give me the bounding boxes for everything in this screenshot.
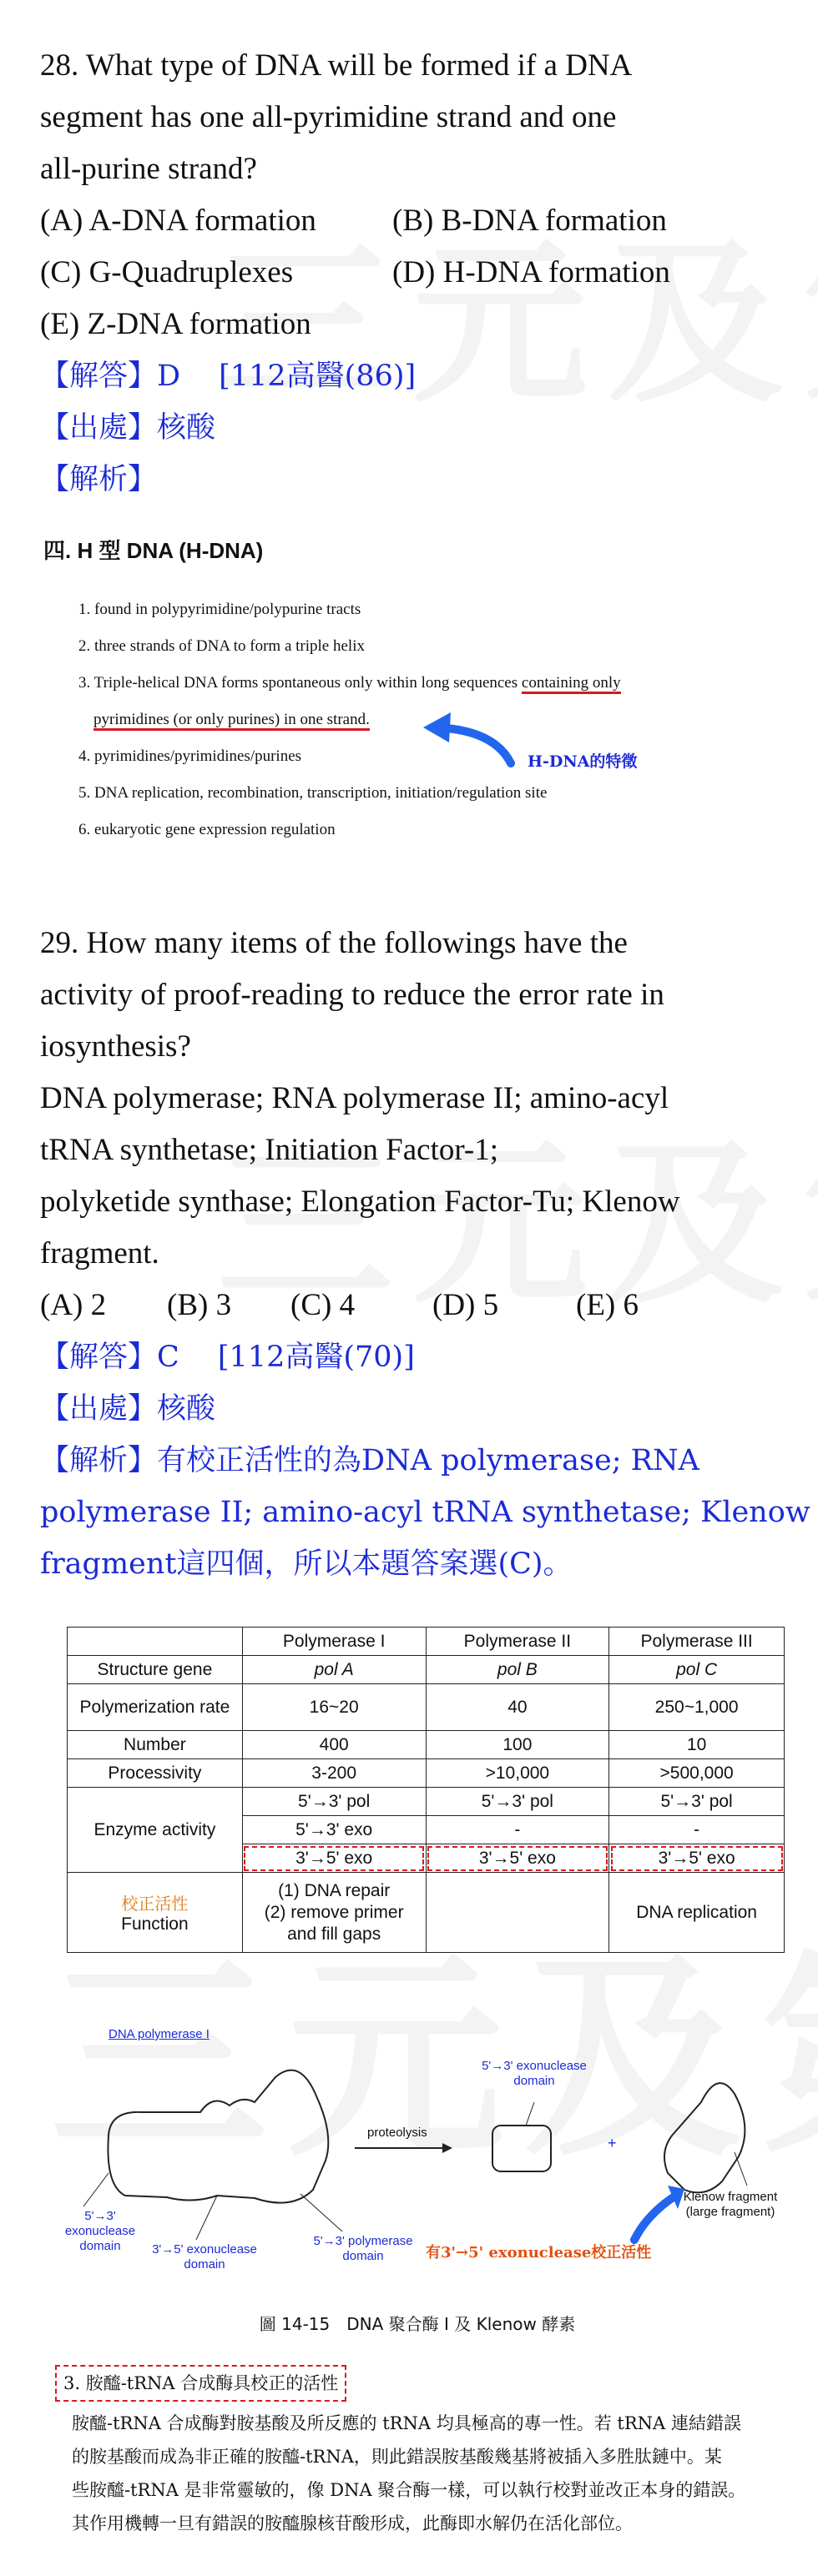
table-header: Polymerase III: [609, 1628, 785, 1656]
klenow-figure: [50, 2019, 785, 2334]
exo53-domain-label: 5'→3' exonuclease domain: [482, 2059, 587, 2088]
table-cell: 40: [426, 1684, 609, 1731]
question-text: activity of proof-reading to reduce the error rate in: [40, 978, 664, 1012]
table-cell: [426, 1873, 609, 1953]
analysis-line: polymerase II; amino-acyl tRNA synthetase; Klenow: [40, 1496, 810, 1529]
table-row: [68, 1759, 785, 1788]
list-item: 1. found in polypyrimidine/polypurine tracts: [78, 601, 361, 618]
table-cell: [242, 1873, 426, 1953]
function-label: Function: [121, 1914, 189, 1934]
options-row: [40, 195, 791, 247]
pol53-label: 5'→3' polymerase domain: [313, 2234, 413, 2263]
section-heading: 3. 胺醯-tRNA 合成酶具校正的活性: [55, 2365, 346, 2402]
list-item: 5. DNA replication, recombination, transcription, initiation/regulation site: [78, 784, 548, 802]
cell-line: (1) DNA repair: [278, 1880, 391, 1900]
row-label: Polymerization rate: [68, 1684, 243, 1731]
option-b: (B) B-DNA formation: [392, 204, 667, 238]
function-note: 校正活性: [121, 1894, 189, 1914]
underlined-text: containing only: [522, 674, 621, 694]
table-cell: 3'→5' exo: [242, 1844, 426, 1873]
proteolysis-label: proteolysis: [367, 2126, 427, 2140]
question-text: 29. How many items of the followings have the: [40, 926, 628, 960]
table-cell: 3'→5' exo: [609, 1844, 785, 1873]
list-item-text: 3. Triple-helical DNA forms spontaneous only within long sequences: [78, 674, 522, 692]
paragraph-line: 的胺基酸而成為非正確的胺醯-tRNA，則此錯誤胺基酸幾基將被插入多胜肽鏈中。某: [72, 2447, 722, 2467]
table-cell: 100: [426, 1731, 609, 1759]
analysis-line: fragment這四個，所以本題答案選(C)。: [40, 1547, 573, 1581]
cell-line: and fill gaps: [287, 1924, 381, 1944]
option-c: (C) G-Quadruplexes: [40, 255, 294, 289]
arrow-icon: [43, 534, 795, 851]
table-cell: 400: [242, 1731, 426, 1759]
table-cell: pol A: [242, 1656, 426, 1684]
table-cell: -: [426, 1816, 609, 1844]
table-cell: 5'→3' pol: [242, 1788, 426, 1816]
options-row: [40, 1280, 791, 1331]
option-d: (D) H-DNA formation: [392, 255, 670, 289]
question-28: [40, 40, 791, 506]
answer-line: 【解答】D [112高醫(86)]: [40, 360, 417, 393]
options-row: [40, 247, 791, 299]
klenow-label: Klenow fragment (large fragment): [683, 2190, 778, 2219]
h-dna-note: H-DNA的特徵: [528, 752, 638, 771]
option-a: (A) 2: [40, 1288, 107, 1322]
answer-line: 【解答】C [112高醫(70)]: [40, 1341, 415, 1374]
option-d: (D) 5: [432, 1288, 499, 1322]
table-cell: >500,000: [609, 1759, 785, 1788]
proofreading-note: 有3'→5' exonuclease校正活性: [426, 2244, 652, 2262]
list-item: 4. pyrimidines/pyrimidines/purines: [78, 747, 302, 765]
list-item: 2. three strands of DNA to form a triple helix: [78, 637, 365, 655]
row-label: Processivity: [68, 1759, 243, 1788]
section-3: [55, 2365, 790, 2540]
table-cell: 16~20: [242, 1684, 426, 1731]
table-header: Polymerase II: [426, 1628, 609, 1656]
question-text: segment has one all-pyrimidine strand and one: [40, 100, 617, 134]
analysis-line: 【解析】: [40, 463, 158, 496]
table-cell: >10,000: [426, 1759, 609, 1788]
question-text: 28. What type of DNA will be formed if a DNA: [40, 48, 633, 83]
source-line: 【出處】核酸: [40, 411, 216, 445]
plus-sign: +: [608, 2135, 617, 2151]
question-text: tRNA synthetase; Initiation Factor-1;: [40, 1133, 499, 1167]
question-text: DNA polymerase; RNA polymerase II; amino-acyl: [40, 1081, 669, 1115]
option-a: (A) A-DNA formation: [40, 204, 316, 238]
analysis-line: 【解析】有校正活性的為DNA polymerase; RNA: [40, 1444, 699, 1477]
underlined-text: pyrimidines (or only purines) in one strand.: [93, 711, 370, 731]
table-cell: 250~1,000: [609, 1684, 785, 1731]
table-cell: pol B: [426, 1656, 609, 1684]
table-cell: 5'→3' pol: [426, 1788, 609, 1816]
polymerase-table: [67, 1627, 785, 1953]
question-text: iosynthesis?: [40, 1029, 191, 1064]
table-row: [68, 1731, 785, 1759]
option-e: (E) 6: [576, 1288, 639, 1322]
list-item: 6. eukaryotic gene expression regulation: [78, 821, 336, 838]
table-header-row: [68, 1628, 785, 1656]
pol1-label: DNA polymerase I: [109, 2027, 210, 2041]
h-dna-figure: [43, 534, 795, 851]
section-paragraph: [55, 2407, 790, 2540]
question-text: fragment.: [40, 1236, 159, 1270]
row-label: Enzyme activity: [68, 1788, 243, 1873]
table-row: [68, 1684, 785, 1731]
figure-caption: 圖 14-15 DNA 聚合酶 I 及 Klenow 酵素: [259, 2314, 576, 2334]
table-header: [68, 1628, 243, 1656]
table: [67, 1627, 785, 1953]
exo35-label: 3'→5' exonuclease domain: [152, 2242, 257, 2272]
paragraph-line: 些胺醯-tRNA 是非常靈敏的，像 DNA 聚合酶一樣，可以執行校對並改正本身的錯誤。: [72, 2480, 746, 2500]
option-c: (C) 4: [290, 1288, 356, 1322]
source-line: 【出處】核酸: [40, 1392, 216, 1426]
option-e: (E) Z-DNA formation: [40, 307, 311, 341]
table-cell: 3-200: [242, 1759, 426, 1788]
table-cell: pol C: [609, 1656, 785, 1684]
table-header: Polymerase I: [242, 1628, 426, 1656]
table-row: [68, 1656, 785, 1684]
paragraph-line: 其作用機轉一旦有錯誤的胺醯腺核苷酸形成，此酶即水解仍在活化部位。: [72, 2513, 633, 2533]
paragraph-line: 胺醯-tRNA 合成酶對胺基酸及所反應的 tRNA 均具極高的專一性。若 tRNA 連結錯誤: [72, 2413, 741, 2433]
exo53-left-label: 5'→3' exonuclease domain: [64, 2209, 136, 2253]
table-cell: 5'→3' pol: [609, 1788, 785, 1816]
option-b: (B) 3: [167, 1288, 232, 1322]
question-text: all-purine strand?: [40, 152, 257, 186]
table-cell: 10: [609, 1731, 785, 1759]
row-label: Number: [68, 1731, 243, 1759]
table-row: [68, 1873, 785, 1953]
table-row: [68, 1788, 785, 1816]
figure-title: 四. H 型 DNA (H-DNA): [43, 538, 264, 563]
cell-line: (2) remove primer: [264, 1902, 404, 1922]
question-text: polyketide synthase; Elongation Factor-Tu; Klenow: [40, 1185, 680, 1219]
table-cell: 5'→3' exo: [242, 1816, 426, 1844]
row-label: [68, 1873, 243, 1953]
row-label: Structure gene: [68, 1656, 243, 1684]
table-cell: DNA replication: [609, 1873, 785, 1953]
table-cell: -: [609, 1816, 785, 1844]
table-cell: 3'→5' exo: [426, 1844, 609, 1873]
question-29: [40, 918, 810, 1590]
